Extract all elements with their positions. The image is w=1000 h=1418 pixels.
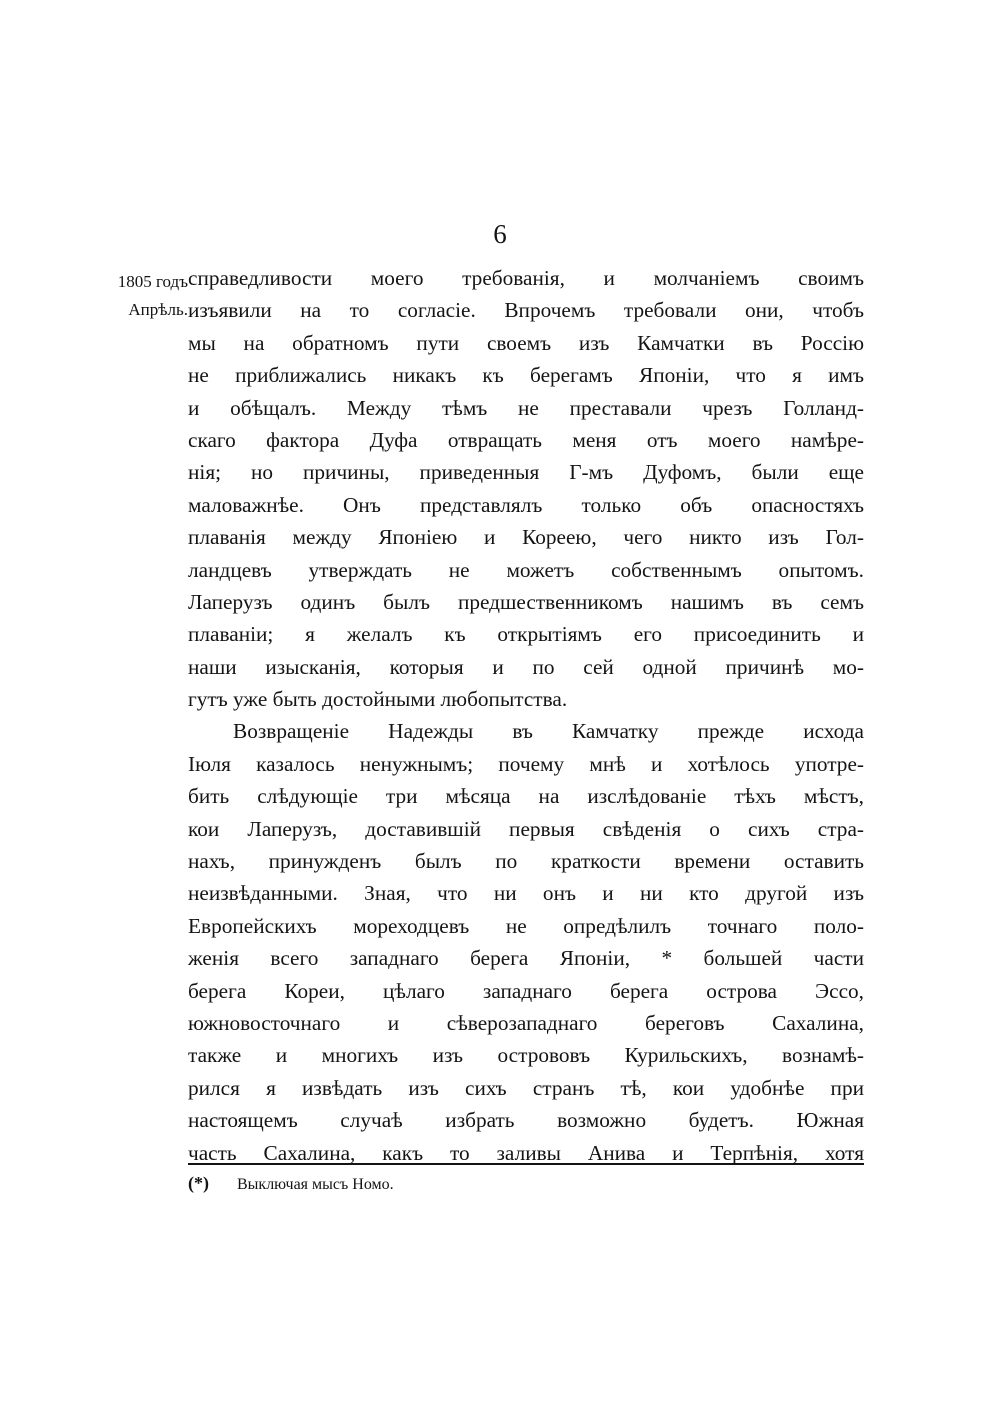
text-line: плаваніи; я желалъ къ открытіямъ его присоединить и <box>188 622 864 647</box>
text-line: плаванія между Японіею и Кореею, чего никто изъ Гол- <box>188 525 864 550</box>
footnote <box>188 1170 394 1198</box>
text-line: настоящемъ случаѣ избрать возможно будетъ. Южная <box>188 1108 864 1133</box>
margin-note-year: 1805 годъ <box>117 272 188 291</box>
text-line: наши изысканія, которыя и по сей одной причинѣ мо- <box>188 654 864 679</box>
text-line: Лаперузъ одинъ былъ предшественникомъ нашимъ въ семъ <box>188 589 864 614</box>
text-line: гутъ уже быть достойными любопытства. <box>188 687 568 712</box>
footnote-text: Выключая мысъ Номо. <box>237 1176 394 1193</box>
body-text <box>188 262 864 1169</box>
text-line: ландцевъ утверждать не можетъ собственнымъ опытомъ. <box>188 557 864 582</box>
text-line: справедливости моего требованія, и молчаніемъ своимъ <box>188 266 864 290</box>
text-line: кои Лаперузъ, доставившій первыя свѣденія о сихъ стра- <box>188 816 864 841</box>
text-line: неизвѣданными. Зная, что ни онъ и ни кто другой изъ <box>188 881 864 906</box>
text-line: маловажнѣе. Онъ представлялъ только объ опасностяхъ <box>188 492 864 517</box>
page-number: 6 <box>493 219 507 249</box>
text-line: женія всего западнаго берега Японіи, * большей части <box>188 946 864 971</box>
text-line: Іюля казалось ненужнымъ; почему мнѣ и хотѣлось употре- <box>188 751 864 776</box>
text-line: и обѣщалъ. Между тѣмъ не преставали чрезъ Голланд- <box>188 395 864 420</box>
text-line: рился я извѣдать изъ сихъ странъ тѣ, кои удобнѣе при <box>188 1075 864 1100</box>
text-line: южновосточнаго и сѣверозападнаго береговъ Сахалина, <box>188 1010 864 1035</box>
text-line: нія; но причины, приведенныя Г-мъ Дуфомъ, были еще <box>188 460 864 485</box>
margin-note <box>88 268 188 324</box>
text-line: мы на обратномъ пути своемъ изъ Камчатки въ Россію <box>188 330 864 355</box>
margin-note-month: Апрѣль. <box>128 300 188 319</box>
text-line: также и многихъ изъ острововъ Курильскихъ, вознамѣ- <box>188 1043 864 1068</box>
text-line: бить слѣдующіе три мѣсяца на изслѣдованіе тѣхъ мѣстъ, <box>188 784 864 809</box>
text-line: изъявили на то согласіе. Впрочемъ требовали они, чтобъ <box>188 298 864 323</box>
text-line: скаго фактора Дуфа отвращать меня отъ моего намѣре- <box>188 427 864 452</box>
text-line: Европейскихъ мореходцевъ не опредѣлилъ точнаго поло- <box>188 913 864 938</box>
footnote-rule <box>188 1163 864 1165</box>
text-line: часть Сахалина, какъ то заливы Анива и Терпѣнія, хотя <box>188 1140 864 1165</box>
text-line: не приближались никакъ къ берегамъ Японіи, что я имъ <box>188 363 864 388</box>
footnote-mark: (*) <box>188 1173 209 1193</box>
text-line: Возвращеніе Надежды въ Камчатку прежде исхода <box>233 719 864 744</box>
text-line: берега Кореи, цѣлаго западнаго берега острова Эссо, <box>188 978 864 1003</box>
text-line: нахъ, принужденъ былъ по краткости времени оставить <box>188 849 864 874</box>
